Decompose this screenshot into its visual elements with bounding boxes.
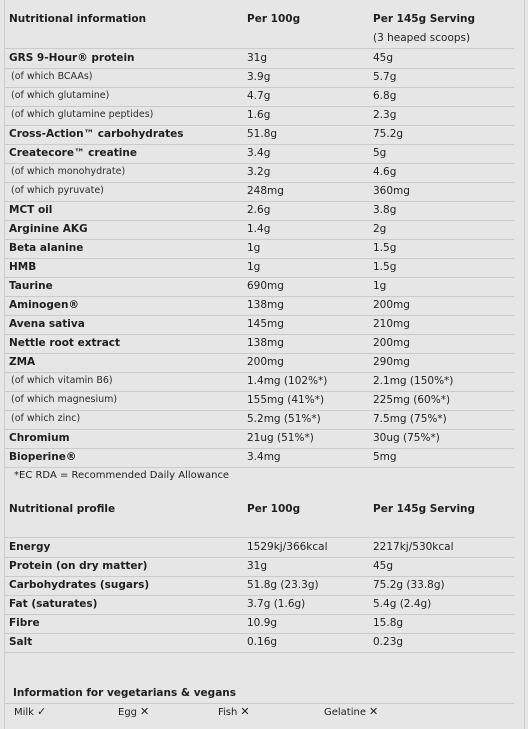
- per-100g-value: 5.2mg (51%*): [247, 413, 321, 425]
- profile-header-per100: Per 100g: [247, 503, 301, 515]
- nutrient-name: (of which pyruvate): [11, 185, 104, 196]
- per-100g-value: 3.9g: [247, 71, 271, 83]
- per-100g-value: 10.9g: [247, 617, 278, 629]
- profile-header-serving: Per 145g Serving: [373, 503, 476, 515]
- per-serving-value: 45g: [373, 52, 394, 64]
- per-serving-value: 1g: [373, 280, 387, 292]
- veg-item-label: Gelatine: [324, 707, 366, 718]
- per-serving-value: 5.7g: [373, 71, 397, 83]
- per-serving-value: 4.6g: [373, 166, 397, 178]
- per-100g-value: 200mg: [247, 356, 284, 368]
- profile-spacer-row: [5, 519, 514, 538]
- nutrient-name: Nettle root extract: [9, 337, 121, 349]
- per-serving-value: 7.5mg (75%*): [373, 413, 447, 425]
- per-serving-value: 45g: [373, 560, 394, 572]
- veg-item-label: Egg: [118, 707, 138, 718]
- nutrient-name: (of which glutamine peptides): [11, 109, 154, 120]
- per-serving-value: 2217kj/530kcal: [373, 541, 454, 553]
- nutrient-name: (of which BCAAs): [11, 71, 93, 82]
- info-row: [5, 372, 514, 392]
- profile-row: [5, 633, 514, 653]
- veg-header: [5, 684, 514, 704]
- check-icon: ✓: [36, 705, 47, 718]
- per-serving-value: 75.2g (33.8g): [373, 579, 445, 591]
- nutrient-name: (of which glutamine): [11, 90, 110, 101]
- per-100g-value: 21ug (51%*): [247, 432, 314, 444]
- per-100g-value: 690mg: [247, 280, 284, 292]
- nutrient-name: (of which zinc): [11, 413, 81, 424]
- nutrient-name: GRS 9-Hour® protein: [9, 52, 135, 64]
- nutrient-name: HMB: [9, 261, 37, 273]
- profile-name: Protein (on dry matter): [9, 560, 148, 572]
- serving-note-row: [5, 30, 514, 49]
- info-row: [5, 201, 514, 221]
- nutrient-name: (of which magnesium): [11, 394, 118, 405]
- per-serving-value: 360mg: [373, 185, 410, 197]
- nutrient-name: Beta alanine: [9, 242, 84, 254]
- per-100g-value: 0.16g: [247, 636, 278, 648]
- per-100g-value: 1.4mg (102%*): [247, 375, 328, 387]
- per-100g-value: 1.6g: [247, 109, 271, 121]
- profile-row: [5, 557, 514, 577]
- per-100g-value: 31g: [247, 52, 268, 64]
- per-serving-value: 15.8g: [373, 617, 404, 629]
- info-row: [5, 448, 514, 468]
- info-row: [5, 296, 514, 316]
- per-serving-value: 2.3g: [373, 109, 397, 121]
- nutrient-name: Cross-Action™ carbohydrates: [9, 128, 184, 140]
- nutrient-name: (of which monohydrate): [11, 166, 126, 177]
- info-row: [5, 391, 514, 411]
- per-100g-value: 3.2g: [247, 166, 271, 178]
- nutrient-name: ZMA: [9, 356, 36, 368]
- veg-item-gelatine: [324, 705, 378, 723]
- per-serving-value: 5.4g (2.4g): [373, 598, 432, 610]
- info-row: [5, 144, 514, 164]
- per-serving-value: 225mg (60%*): [373, 394, 451, 406]
- info-row: [5, 68, 514, 88]
- per-serving-value: 30ug (75%*): [373, 432, 440, 444]
- profile-name: Energy: [9, 541, 51, 553]
- per-100g-value: 248mg: [247, 185, 284, 197]
- info-row: [5, 353, 514, 373]
- profile-header: [5, 500, 514, 519]
- info-row: [5, 49, 514, 69]
- per-serving-value: 0.23g: [373, 636, 404, 648]
- per-100g-value: 51.8g: [247, 128, 278, 140]
- per-100g-value: 1529kj/366kcal: [247, 541, 328, 553]
- info-row: [5, 410, 514, 430]
- nutrient-name: Arginine AKG: [9, 223, 88, 235]
- per-100g-value: 1.4g: [247, 223, 271, 235]
- profile-row: [5, 595, 514, 615]
- per-100g-value: 1g: [247, 242, 261, 254]
- per-serving-value: 2g: [373, 223, 387, 235]
- serving-note: (3 heaped scoops): [373, 32, 471, 44]
- profile-name: Fat (saturates): [9, 598, 98, 610]
- per-100g-value: 51.8g (23.3g): [247, 579, 319, 591]
- info-row: [5, 315, 514, 335]
- info-header: [5, 10, 514, 29]
- per-100g-value: 138mg: [247, 299, 284, 311]
- per-100g-value: 1g: [247, 261, 261, 273]
- veg-item-egg: [118, 705, 149, 723]
- nutrient-name: MCT oil: [9, 204, 53, 216]
- per-serving-value: 200mg: [373, 337, 410, 349]
- per-100g-value: 3.4g: [247, 147, 271, 159]
- profile-row: [5, 576, 514, 596]
- per-serving-value: 6.8g: [373, 90, 397, 102]
- per-100g-value: 3.4mg: [247, 451, 281, 463]
- info-row: [5, 277, 514, 297]
- veg-item-label: Milk: [14, 707, 34, 718]
- per-100g-value: 138mg: [247, 337, 284, 349]
- per-100g-value: 155mg (41%*): [247, 394, 325, 406]
- info-row: [5, 258, 514, 278]
- info-row: [5, 182, 514, 202]
- profile-header-name: Nutritional profile: [9, 503, 116, 515]
- info-row: [5, 125, 514, 145]
- profile-name: Salt: [9, 636, 33, 648]
- profile-row: [5, 538, 514, 558]
- nutrient-name: Aminogen®: [9, 299, 79, 311]
- info-row: [5, 334, 514, 354]
- nutrient-name: Createcore™ creatine: [9, 147, 137, 159]
- rda-footnote: *EC RDA = Recommended Daily Allowance: [14, 470, 230, 481]
- per-serving-value: 210mg: [373, 318, 410, 330]
- profile-row: [5, 614, 514, 634]
- per-serving-value: 2.1mg (150%*): [373, 375, 454, 387]
- info-row: [5, 429, 514, 449]
- info-row: [5, 239, 514, 259]
- per-serving-value: 1.5g: [373, 261, 397, 273]
- per-serving-value: 75.2g: [373, 128, 404, 140]
- per-serving-value: 5mg: [373, 451, 397, 463]
- nutrient-name: Bioperine®: [9, 451, 77, 463]
- veg-item-fish: [218, 705, 250, 723]
- profile-name: Carbohydrates (sugars): [9, 579, 150, 591]
- veg-title: Information for vegetarians & vegans: [13, 687, 237, 699]
- cross-icon: ✕: [369, 705, 379, 718]
- nutrient-name: Taurine: [9, 280, 53, 292]
- cross-icon: ✕: [240, 705, 250, 718]
- info-row: [5, 87, 514, 107]
- per-serving-value: 290mg: [373, 356, 410, 368]
- per-serving-value: 3.8g: [373, 204, 397, 216]
- per-100g-value: 4.7g: [247, 90, 271, 102]
- info-row: [5, 163, 514, 183]
- veg-item-milk: [14, 705, 46, 723]
- info-header-serving: Per 145g Serving: [373, 13, 476, 25]
- cross-icon: ✕: [140, 705, 150, 718]
- per-100g-value: 2.6g: [247, 204, 271, 216]
- veg-item-label: Fish: [218, 707, 238, 718]
- per-serving-value: 200mg: [373, 299, 410, 311]
- nutrient-name: Avena sativa: [9, 318, 85, 330]
- per-100g-value: 3.7g (1.6g): [247, 598, 306, 610]
- info-row: [5, 106, 514, 126]
- info-row: [5, 220, 514, 240]
- nutrient-name: (of which vitamin B6): [11, 375, 113, 386]
- per-serving-value: 5g: [373, 147, 387, 159]
- profile-name: Fibre: [9, 617, 40, 629]
- per-100g-value: 31g: [247, 560, 268, 572]
- per-100g-value: 145mg: [247, 318, 284, 330]
- nutrient-name: Chromium: [9, 432, 70, 444]
- per-serving-value: 1.5g: [373, 242, 397, 254]
- info-header-per100: Per 100g: [247, 13, 301, 25]
- info-header-name: Nutritional information: [9, 13, 147, 25]
